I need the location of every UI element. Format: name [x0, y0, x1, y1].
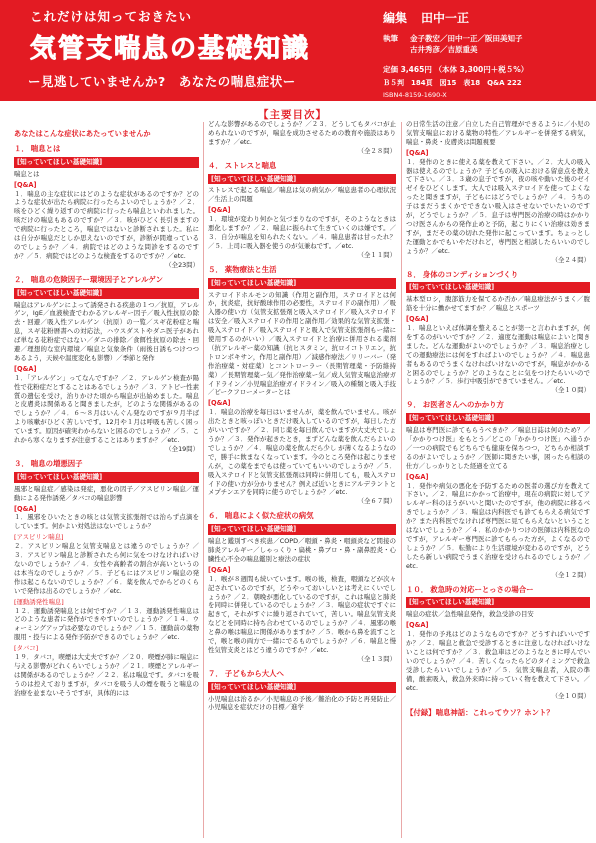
- question-count: （全１３問）: [357, 654, 396, 663]
- basics-bar: [知っていてほしい基礎知識]: [14, 472, 199, 483]
- basics-bar: [知っていてほしい基礎知識]: [208, 278, 396, 289]
- subtopic-label: [アスピリン喘息]: [14, 533, 64, 542]
- topics-text: ストレスで起こる喘息／喘息は気の病気か／喘息患者の心理状況／生活上の問題: [208, 186, 396, 204]
- qa-label: [Q&A]: [14, 364, 37, 373]
- topics-text: 小児喘息は治るか／小児喘息の予後／難治化の予防と再発防止／小児喘息を症状だけの目標／進学: [208, 694, 396, 712]
- section-title: ８． 身体のコンディションづくり: [406, 269, 519, 279]
- section-title: ７． 子どもから大人へ: [208, 668, 284, 678]
- book-info: [383, 9, 593, 99]
- book-title: 気管支喘息の基礎知識: [30, 34, 311, 64]
- appendix-title: 【付録】喘息神話：これってウソ？ホント？: [406, 708, 554, 718]
- basics-bar: [知っていてほしい基礎知識]: [208, 682, 396, 693]
- section-title: １０． 救急時の対応ーとっさの場合ー: [406, 584, 534, 594]
- qa-label: [Q&A]: [406, 148, 429, 157]
- qa-label: [Q&A]: [14, 504, 37, 513]
- question-count: （全１０問）: [551, 692, 590, 701]
- question-count: （全１１問）: [357, 250, 396, 259]
- section: [208, 512, 396, 664]
- section: [208, 162, 396, 260]
- topics-text: 喘息はアレルゲンによって誘発される疾患の１つ／抗原，アレルゲン，IgE／血液検査でわかるアレルギー因子／吸入性抗原の除去・回避／吸入性アレルゲン（抗原）の一覧／スギ花粉症と喘息，スギ花粉暦書への対応法，ハウスダストやダニ医子があれば単なる花粉症ではない／ダニの排除／食餌性抗原の除去・回避／理想的な室内環境／喘息と気象条件（雨後日誘もつけつつあるよう，天候や温度変化も影響）／季節と発作: [14, 300, 199, 362]
- qa-label: [Q&A]: [208, 399, 231, 408]
- subtopic-label: [運動誘発性喘息]: [14, 597, 64, 606]
- basics-bar: [知っていてほしい基礎知識]: [406, 597, 590, 608]
- section: [14, 145, 199, 270]
- intro-heading: あなたはこんな症状にあたっていませんか: [14, 129, 151, 138]
- section-title: ３． 喘息の増悪因子: [14, 458, 83, 468]
- catchphrase: これだけは知っておきたい: [30, 9, 193, 24]
- question-count: （全６７問）: [357, 497, 396, 506]
- question-count: （全19問）: [165, 445, 199, 453]
- qa-label: [Q&A]: [14, 180, 37, 189]
- section-title: ５． 薬物療法と生活: [208, 264, 277, 274]
- qa-text: １２．運動誘発喘息とは何ですか？／１３．運動誘発性喘息はどのような患者に発作ができやすいのでしょうか？／１４．ウォーミングアップは必要なのでしょうか？／１５．運動前の薬物服用・投与による発作予防ができるのでしょうか？／etc.: [14, 606, 199, 642]
- isbn: ISBN4-8159-1690-X: [383, 91, 447, 99]
- section: [406, 271, 590, 396]
- question-count: （全２８問）: [357, 146, 396, 155]
- question-count: （全23問）: [165, 260, 199, 269]
- qa-text: １．喘息の主な症状にはどのような症状があるのですか？どのような症状が出たら病院に行ったらよいのでしょうか？／２．咳をひどく繰り返すので病院に行ったら喘息といわれました。咳だけの喘息もあるのですか？／３．咳がひどく長引きますので病院に行ったところ，喘息ではないと診断されました。私には自分が喘息だとしか思えないのですが，診断が間違っているのでしょうか？／４．病院ではどのような問診をするのですか？／５．病院ではどのような検査をするのですか？／etc.: [14, 189, 199, 260]
- basics-bar: [知っていてほしい基礎知識]: [208, 174, 396, 185]
- qa-text: １．喉が８週間も続いています。喉の後，検査，咽頭などが次々記されているのですが，どうやっておいしいとは考えにくいでしょうか？／２．朝晩が悪化しているのですが，これは喘息と肺炎を同時に併発しているのでしょうか？／３．喘息の症状ですぐに起きて，それがすぐに繰り返されていて，苦しい。喘息気管支炎などとを同時に持ち合わせているのでしょうか？／４．風邪の喉と鼻の喉は喘息に関係がありますか？／５．喉から鼻を流すことで，喉と喉の両方で一緒にでるものでしょうか？／６．喘息と慢性気管支炎とはどう違うのですか？／etc.: [208, 574, 396, 654]
- price: 定価 3,465円 （本体 3,300円＋税５%）: [383, 65, 529, 74]
- qa-label: [Q&A]: [406, 621, 429, 630]
- section-title: ２． 喘息の危険因子ー環境因子とアレルゲン: [14, 274, 164, 284]
- question-count: （全１０問）: [551, 386, 590, 395]
- authors-line: 古井秀彦／吉原重美: [410, 45, 478, 54]
- authors-line: 金子教宏／田中一正／阪田美知子: [410, 34, 523, 43]
- section: [406, 586, 590, 702]
- continued-text: どんな影響があるのでしょうか？／２３．どうしてもタバコが止められないのですが，喘息を成功させるための教育や施設はありますか？／etc.: [208, 120, 396, 146]
- qa-label: [Q&A]: [406, 472, 429, 481]
- section: [14, 276, 199, 454]
- qa-text: １．発作や病気の悪化を予防するための医者の選び方を教えて下さい。／２．喘息にかかって治療中，現在の病院に対してアレルギー科のほうがいいと聞いたのですが，他の病院に移るべきでしょうか？／３．喘息は内科医でも診てもらえる病気ですか？また内科医でなければ専門医に見てもらえないということはないでしょうか？／４．私のかかりつけの医師は内科医なのですが，アレルギー専門医に診てもらった方が，よくなるのでしょうか？／５．転勤により生活環境が変わるのですが，どうしたら新しい病院でうまく治療を受けられるのでしょうか？／etc.: [406, 481, 590, 570]
- topics-text: 喘息の症状／急性喘息発作，救急受診の目安: [406, 610, 534, 619]
- column-divider: [401, 122, 402, 838]
- qa-text: １．風邪をひいたときの咳とは気管支拡張剤では治らず点滴をしています。何かよい対処法はないでしょうか？: [14, 513, 199, 531]
- question-count: （全２４問）: [551, 255, 590, 264]
- basics-bar: [知っていてほしい基礎知識]: [208, 524, 396, 535]
- book-spec: Ｂ５判 184頁 図15 表18 Q&A 222: [383, 79, 522, 87]
- authors-label: 執筆: [383, 34, 398, 43]
- qa-text: ２．アスピリン喘息と気管支喘息とは違うのでしょうか？／３．アスピリン喘息と診断されたら何に気をつけなければいけないのでしょうか？／４．女性や高齢者の割合が高いというのは本当なのでしょうか？／５．子どもにはアスピリン喘息の発作は起こらないのでしょうか？／６．薬を飲んでからどのくらいで発作は出るのでしょうか？／etc.: [14, 542, 199, 595]
- section: [208, 670, 396, 713]
- editor-line: [383, 9, 593, 26]
- column-left: [14, 106, 199, 843]
- topics-text: ステロイドホルモンの知識（作用と副作用，ステロイドとは何か，抗炎症，抗好酸球作用の必要性，ステロイドの副作用）／吸入器の使い方（気管支拡張剤と吸入ステロイド／吸入ステロイドは安全／吸入ステロイドの作用と副作用／効果的な気管支拡張・吸入ステロイド／吸入ステロイドと吸入で気管支拡張剤もー緒に使用するのがいい）／吸入ステロイドと治療に併用される薬剤（抗アレルギー薬の知識（抗ヒスタミン，抗ロイコトリエン，抗トロンボキサン，作用と副作用）／減感作療法／リリーバー（発作治療薬・対症薬）とコントローラー（長期管理薬・予防維持薬）／長期管理薬ー気／発作治療薬ー気／成人気管支喘息治療ガイドライン／小児喘息治療ガイドライン／吸入の種類と吸入手技／ピークフローメーターとは: [208, 290, 396, 397]
- basics-bar: [知っていてほしい基礎知識]: [14, 157, 199, 168]
- qa-label: [Q&A]: [406, 315, 429, 324]
- continued-text: の日常生活の注意／自立した自己管理ができるように／小児の気管支喘息における薬物の特性／アレルギーを併発する病気，喘息・鼻炎・皮膚炎は問題視要: [406, 120, 590, 146]
- qa-text: １．喘息の治療を毎日はいませんが，薬を飲んでいません。咳が出たときと咳っぽいときだけ吸入しているのですが，毎日した方がいいですか？／２．同じ薬を毎日飲んでいますが大丈夫でしょうか？／３．発作が起きたとき，まずどんな薬を飲んだらよいのでしょうか？／４．喘息の薬を飲んだら少し が薄くなるようなので，勝手に飲まなくなっています。今のところ発作は起こりませんが，この薬をまでもは使っていてもいいのでしょうか？／５．吸入ステロイドと気管支拡張剤は同時に併用しても，吸入ステロイドの使い方が分かりません？例えば近いときにアルデラントとメプチンエアを同時に使うのでしょうか？／etc.: [208, 408, 396, 497]
- header-banner: [0, 0, 596, 101]
- topics-text: 風邪と喘息症／感染は発症，悪化の因子／アスピリン喘息／運動による発作誘発／タバコの喘息影響: [14, 484, 199, 502]
- basics-bar: [知っていてほしい基礎知識]: [406, 282, 590, 293]
- section-title: ４． ストレスと喘息: [208, 160, 277, 170]
- topics-text: 喘息は専門医に診てもらうべきか？／喘息日誌は何のため？／「かかりつけ医」をもとう／どこの「かかりつけ医」へ通うか／一つの病院でもどちらでも健康を保ちつつ，どちらか相談するのがよいでしょうか？／医師に聞きたい事，困ったら相談の仕方／しっかりとした経過を立てる: [406, 426, 590, 470]
- question-count: （全１２問）: [551, 570, 590, 579]
- qa-text: １．喘息といえば体調を整えることが第一と言われますが，何をするのがいいですか？／２．適度な運動は喘息によいと聞きました。どんな運動がよいのでしょうか？／３．喘息治療としての運動療法には何をすればよいのでしょうか？／４．喘息患者もあるのでうまくなければいけないのですが，喘息がかかると困るのでしょうか？どのようなことに気をつけたらいいのでしょうか？／５．歩行中吸引ができていません。／etc.: [406, 324, 590, 386]
- subtopic-label: [タバコ]: [14, 644, 39, 653]
- editor-name: 田中一正: [421, 11, 470, 25]
- qa-text: １．発作のときに使える薬を教えて下さい。／２．大人の吸入器は使えるのでしょうか？子どもの吸入における留意点を教えて下さい。／３．３歳の息子ですが，夜の咳や動いた後のゼイゼイをひどくします。大人では吸入ステロイドを使ってよくなったと聞きますが，子どもにはどうでしょうか？／４．うちの子はまだうまくかでできない吸入はさせないでいたいのですが，どうでしょうか？／５．息子は専門医の治療の時はかかりつけ医さんからの発作止めと予防，起こりにくい治療は効きますが，まだその薬の切れた発作に起こっています。ちょっとした運動とかでもいやだけれど，専門医と相談したらいいのでしょうか？／etc.: [406, 157, 590, 255]
- authors-block: [383, 33, 593, 55]
- qa-text: １．発作の予兆はどのようなものですか？どうすればいいですか？／２．喘息と救急で受診するときに注意しなければいけないことは何ですか？／３．救急車はどのようなときに呼んでいいのでしょうか？／４．苦しくなったらどのタイミングで救急受診したらいいでしょうか？／５．気管支喘息者，入院の準備，酸素吸入，救急外来時に持っていく物を教えて下さい。／etc.: [406, 630, 590, 692]
- column-right: [406, 106, 590, 843]
- section-title: １． 喘息とは: [14, 143, 61, 153]
- qa-text: １．環境が変わり何かと気づまりなのですが，そのようなときは悪化しますか？／２．喘息に振られて生きていくのは嫌です。／３．自分が喘息を知られたくない。／４．喘息患者は甘ったれ？／５．上司に吸入器を使うのが気兼ねです。／etc.: [208, 215, 396, 250]
- section: [208, 266, 396, 507]
- toc-title: 【主要目次】: [258, 109, 327, 121]
- column-divider: [203, 122, 204, 838]
- topics-text: 喘息と鑑別すべき疾患／COPD／咽頭・鼻炎・咽頭炎など間接の肺炎アレルギー／しゃっくり・扁桃・鼻ブロ・鼻・副鼻腔炎・心臓性心不全の喘息鑑別と療法の症状: [208, 537, 396, 563]
- basics-bar: [知っていてほしい基礎知識]: [406, 413, 590, 424]
- topics-text: 基本型ロシ，腹部筋力を保てるか否か／喘息療法がうまく／腹筋を十分に働かせてますか？／喘息とスポーツ: [406, 295, 590, 313]
- book-subtitle: ー見逃していませんか? あなたの喘息症状ー: [28, 74, 296, 89]
- section: [14, 460, 199, 698]
- qa-text: １．「アレルゲン」ってなんですか？／２．アレルゲン検査が陽性で花粉症だとすることはあるでしょうか？／３．アトピー性素質の遺伝を受け，治りかけた頃から喘息が出始めました。喘息と皮膚炎は関係あると聞きましたが，どのような関係があるのでしょうか？／４．６～８月はいんぐん発なのですが９月半ばより咳嗽がひどく苦しいです。12月や１月は呼吸も苦しく困っています。原因が確実わからないと困るのでしょうか？／５．これから寒くなりますが注意することはありますか？／etc.: [14, 373, 199, 445]
- editor-label: 編集: [383, 11, 408, 25]
- section: [406, 401, 590, 579]
- basics-bar: [知っていてほしい基礎知識]: [14, 288, 199, 299]
- topics-text: 喘息とは: [14, 169, 40, 178]
- qa-label: [Q&A]: [208, 565, 231, 574]
- qa-text: １９．タバコ，喫煙は大丈夫ですか？／２０．喫煙が肺に喘息に与える影響がどれくらいでしょうか？／２１．喫煙とアレルギーは関係があるのでしょうか？／２２．私は喘息です。タバコを吸うのは控えておりますが，タバコを吸う人の煙を吸うと喘息の治療を並まないそうですが，具体的には: [14, 653, 199, 697]
- column-middle: [208, 106, 396, 843]
- section-title: ９． お医者さんへのかかり方: [406, 400, 504, 410]
- qa-label: [Q&A]: [208, 206, 231, 215]
- section-title: ６． 喘息によく似た症状の病気: [208, 511, 314, 521]
